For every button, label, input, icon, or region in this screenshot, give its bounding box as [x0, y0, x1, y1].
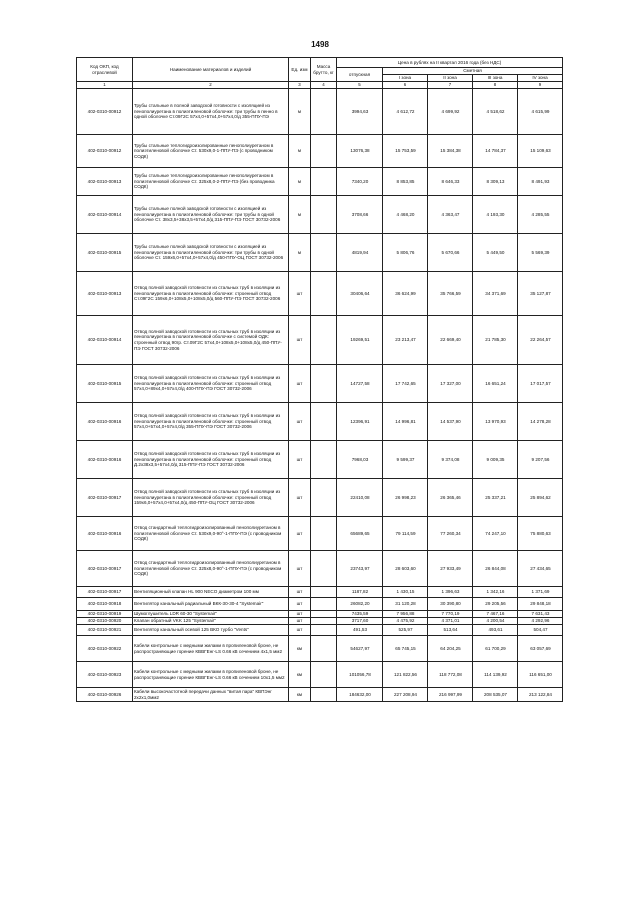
table-cell-zone-3-price: 208 535,07 [473, 688, 518, 702]
table-cell-release-price: 54627,97 [337, 636, 383, 662]
table-cell-name: Трубы стальные полной заводской готовности с изоляцией из пенополиуретана в полиэтиленовой оболочке: три трубы в одной оболочке Ст. 159х6,0+57х4,0+57х4,0/д 450-ППУ-ОЦ ГОСТ 30732-2006 [133, 234, 289, 272]
table-cell-mass [311, 168, 337, 196]
table-cell-zone-1-price: 8 853,85 [383, 168, 428, 196]
table-cell-zone-1-price: 28 603,60 [383, 551, 428, 587]
table-cell-zone-1-price: 5 806,76 [383, 234, 428, 272]
table-row [77, 551, 563, 587]
table-cell-zone-1-price: 4 475,92 [383, 618, 428, 625]
table-cell-zone-3-price: 4 518,62 [473, 89, 518, 135]
table-row [77, 636, 563, 662]
table-cell-mass [311, 403, 337, 441]
table-cell-zone-4-price: 8 491,93 [518, 168, 563, 196]
table-cell-zone-3-price: 114 139,92 [473, 662, 518, 688]
table-cell-zone-3-price: 29 205,56 [473, 598, 518, 611]
table-cell-name: Вентилятор канальный радиальный ВКК-30-30-4 "Systemair" [133, 598, 289, 611]
table-row [77, 234, 563, 272]
table-cell-name: Трубы стальные теплогидроизолированные пенополиуретаном в полиэтиленовой оболочке Ст. 325х8,0-2-ППУ-ПЭ (без проводника СОДК) [133, 168, 289, 196]
table-cell-zone-4-price: 5 569,39 [518, 234, 563, 272]
table-cell-zone-2-price: 216 997,99 [428, 688, 473, 702]
table-cell-zone-2-price: 77 260,34 [428, 517, 473, 551]
table-cell-zone-3-price: 493,61 [473, 625, 518, 636]
table-row [77, 618, 563, 625]
table-cell-zone-4-price: 504,47 [518, 625, 563, 636]
header-zone-1: I зона [383, 75, 428, 82]
table-row [77, 135, 563, 168]
table-cell-mass [311, 636, 337, 662]
table-cell-name: Отвод полной заводской готовности из стальных труб в изоляции из пенополиуретана в полиэтиленовой оболочке: строенный отвод Д.2х38х3,5+57х4,0/д 315-ППУ-ПЭ ГОСТ 30732-2006 [133, 441, 289, 479]
column-number: 4 [311, 82, 337, 89]
table-cell-zone-2-price: 118 772,08 [428, 662, 473, 688]
table-cell-zone-4-price: 29 848,18 [518, 598, 563, 611]
table-cell-release-price: 30406,64 [337, 272, 383, 316]
table-cell-zone-2-price: 17 327,00 [428, 365, 473, 403]
table-cell-name: Отвод полной заводской готовности из стальных труб в изоляции из пенополиуретана в полиэтиленовой оболочке: строенный отвод 57х4,0+57х4,0+57х4,0/д 355-ППУ-ПЭ ГОСТ 30732-2006 [133, 403, 289, 441]
table-cell-code: 402-0310-00915 [77, 234, 133, 272]
table-cell-release-price: 22410,08 [337, 479, 383, 517]
table-header [77, 58, 563, 89]
table-cell-name: Вентиляционный клапан НL 900 NECO диаметром 100 мм [133, 587, 289, 598]
table-cell-unit: м [289, 196, 311, 234]
table-cell-mass [311, 234, 337, 272]
table-cell-mass [311, 662, 337, 688]
header-zone-4: IV зона [518, 75, 563, 82]
table-cell-zone-4-price: 4 615,99 [518, 89, 563, 135]
price-table [76, 57, 563, 702]
table-cell-code: 402-0310-00917 [77, 551, 133, 587]
table-row [77, 441, 563, 479]
table-cell-unit: шт [289, 587, 311, 598]
table-cell-release-price: 7340,20 [337, 168, 383, 196]
table-cell-zone-1-price: 14 996,81 [383, 403, 428, 441]
table-cell-release-price: 13076,38 [337, 135, 383, 168]
table-cell-release-price: 3994,63 [337, 89, 383, 135]
table-row [77, 611, 563, 618]
table-cell-zone-3-price: 16 651,24 [473, 365, 518, 403]
table-cell-release-price: 184632,00 [337, 688, 383, 702]
table-cell-unit: м [289, 135, 311, 168]
table-row [77, 403, 563, 441]
table-cell-release-price: 14727,58 [337, 365, 383, 403]
header-name: Наименование материалов и изделий [133, 58, 289, 82]
table-cell-zone-1-price: 9 599,37 [383, 441, 428, 479]
table-cell-code: 402-0310-00915 [77, 365, 133, 403]
table-cell-name: Отвод полной заводской готовности из стальных труб в изоляции из пенополиуретана в полиэтиленовой оболочке: строенный отвод 159х6,0+57х4,0+57х4,0/д 450-ППУ-ОЦ ГОСТ 30732-2006 [133, 479, 289, 517]
table-cell-code: 402-0310-00926 [77, 688, 133, 702]
table-row [77, 662, 563, 688]
header-zone-2: II зона [428, 75, 473, 82]
table-cell-name: Трубы стальные полной заводской готовности с изоляцией из пенополиуретана в полиэтиленовой оболочке: три трубы в одной оболочке Ст. 38х3,5+38х3,5+57х4,0/д 315-ППУ-ПЭ ГОСТ 30732-2006 [133, 196, 289, 234]
column-number: 7 [428, 82, 473, 89]
table-cell-zone-3-price: 8 309,13 [473, 168, 518, 196]
table-cell-release-price: 7435,59 [337, 611, 383, 618]
table-cell-name: Шумоглушитель LDR 60-30 "Systemair" [133, 611, 289, 618]
table-row [77, 598, 563, 611]
table-cell-zone-1-price: 26 998,23 [383, 479, 428, 517]
table-cell-mass [311, 441, 337, 479]
table-cell-zone-1-price: 65 745,15 [383, 636, 428, 662]
table-cell-code: 402-0310-00916 [77, 403, 133, 441]
table-cell-unit: км [289, 636, 311, 662]
table-cell-release-price: 3717,60 [337, 618, 383, 625]
table-cell-zone-1-price: 227 208,94 [383, 688, 428, 702]
column-number: 5 [337, 82, 383, 89]
table-cell-code: 402-0310-00916 [77, 517, 133, 551]
table-cell-zone-1-price: 15 753,59 [383, 135, 428, 168]
table-cell-zone-4-price: 15 109,63 [518, 135, 563, 168]
table-row [77, 168, 563, 196]
table-cell-zone-1-price: 79 114,59 [383, 517, 428, 551]
table-cell-zone-4-price: 22 264,57 [518, 316, 563, 365]
table-cell-code: 402-0310-00913 [77, 168, 133, 196]
table-cell-release-price: 101056,78 [337, 662, 383, 688]
table-cell-zone-2-price: 64 204,25 [428, 636, 473, 662]
table-cell-code: 402-0310-00914 [77, 316, 133, 365]
column-number: 8 [473, 82, 518, 89]
table-cell-zone-2-price: 27 933,49 [428, 551, 473, 587]
table-cell-zone-2-price: 22 669,40 [428, 316, 473, 365]
table-cell-zone-3-price: 25 337,21 [473, 479, 518, 517]
table-row [77, 517, 563, 551]
table-cell-unit: шт [289, 598, 311, 611]
table-cell-unit: м [289, 234, 311, 272]
table-cell-name: Клапан обратный VKK 125 "Systemair" [133, 618, 289, 625]
table-cell-mass [311, 598, 337, 611]
table-cell-mass [311, 365, 337, 403]
column-number-row [77, 82, 563, 89]
table-cell-unit: шт [289, 479, 311, 517]
table-cell-zone-3-price: 5 449,50 [473, 234, 518, 272]
table-cell-release-price: 65689,65 [337, 517, 383, 551]
table-cell-name: Отвод полной заводской готовности из стальных труб в изоляции из пенополиуретана в полиэтиленовой оболочке: строенный отвод Ст.09Г2С 159х6,0+108х5,0+108х5,0/д 560-ППУ-ПЭ ГОСТ 30732-2006 [133, 272, 289, 316]
header-unit: Ед. изм [289, 58, 311, 82]
table-cell-release-price: 26082,20 [337, 598, 383, 611]
table-cell-release-price: 19269,51 [337, 316, 383, 365]
table-cell-name: Отвод стандартный теплогидроизолированный пенополиуретаном в полиэтиленовой оболочке Ст. 325х8,0-90°-1-ППУ-ПЭ (с проводником СОДК) [133, 551, 289, 587]
table-cell-name: Отвод полной заводской готовности из стальных труб в изоляции из пенополиуретана в полиэтиленовой оболочке с системой ОДК: строенный отвод 90гр. Ст.09Г2С 57х4,0+108х5,0+108х5,0/д 450-ППУ-ПЭ ГОСТ 30732-2006 [133, 316, 289, 365]
table-cell-code: 402-0310-00912 [77, 89, 133, 135]
table-cell-zone-1-price: 121 822,56 [383, 662, 428, 688]
table-cell-code: 402-0310-00916 [77, 441, 133, 479]
table-cell-zone-4-price: 213 122,84 [518, 688, 563, 702]
table-cell-zone-3-price: 14 784,37 [473, 135, 518, 168]
table-cell-zone-4-price: 1 371,69 [518, 587, 563, 598]
table-cell-zone-2-price: 4 363,47 [428, 196, 473, 234]
table-row [77, 365, 563, 403]
table-cell-zone-4-price: 4 292,96 [518, 618, 563, 625]
table-cell-code: 402-0310-00920 [77, 618, 133, 625]
table-cell-zone-2-price: 9 374,08 [428, 441, 473, 479]
table-cell-unit: шт [289, 441, 311, 479]
table-cell-mass [311, 316, 337, 365]
table-cell-code: 402-0310-00923 [77, 662, 133, 688]
table-cell-zone-3-price: 9 009,35 [473, 441, 518, 479]
table-cell-unit: шт [289, 365, 311, 403]
table-cell-zone-4-price: 116 651,00 [518, 662, 563, 688]
table-row [77, 272, 563, 316]
header-zone-3: III зона [473, 75, 518, 82]
table-cell-unit: м [289, 89, 311, 135]
table-row [77, 316, 563, 365]
table-cell-zone-2-price: 4 699,92 [428, 89, 473, 135]
table-cell-zone-4-price: 35 127,87 [518, 272, 563, 316]
column-number: 1 [77, 82, 133, 89]
table-cell-unit: шт [289, 403, 311, 441]
header-mass: Масса брутто, кг [311, 58, 337, 82]
table-cell-mass [311, 479, 337, 517]
table-cell-zone-4-price: 4 285,55 [518, 196, 563, 234]
table-cell-zone-1-price: 525,97 [383, 625, 428, 636]
column-number: 2 [133, 82, 289, 89]
table-cell-zone-4-price: 63 057,69 [518, 636, 563, 662]
table-cell-zone-4-price: 14 278,28 [518, 403, 563, 441]
table-cell-mass [311, 89, 337, 135]
table-row [77, 688, 563, 702]
table-cell-code: 402-0310-00919 [77, 611, 133, 618]
table-cell-zone-1-price: 4 612,72 [383, 89, 428, 135]
table-cell-release-price: 1187,82 [337, 587, 383, 598]
table-cell-zone-2-price: 4 371,01 [428, 618, 473, 625]
table-cell-code: 402-0310-00921 [77, 625, 133, 636]
table-cell-code: 402-0310-00922 [77, 636, 133, 662]
table-cell-zone-2-price: 1 396,63 [428, 587, 473, 598]
table-body [77, 89, 563, 702]
table-cell-unit: шт [289, 625, 311, 636]
table-cell-zone-2-price: 15 384,38 [428, 135, 473, 168]
table-cell-release-price: 23743,97 [337, 551, 383, 587]
table-cell-code: 402-0310-00914 [77, 196, 133, 234]
table-cell-zone-3-price: 4 193,30 [473, 196, 518, 234]
table-cell-zone-3-price: 61 700,29 [473, 636, 518, 662]
table-cell-name: Кабели высокочастотной передачи данных "витая пара" КВПЭнг 2х2х1,0мм2 [133, 688, 289, 702]
table-cell-zone-3-price: 4 200,54 [473, 618, 518, 625]
table-row [77, 625, 563, 636]
table-cell-zone-1-price: 36 624,99 [383, 272, 428, 316]
table-cell-mass [311, 272, 337, 316]
table-cell-zone-2-price: 5 670,66 [428, 234, 473, 272]
table-cell-name: Кабели контрольные с медными жилами в пропиленовой броне, не распространяющие горение КВВГЕнг-LS 0.66 кВ сечением 10х1,5 мм2 [133, 662, 289, 688]
table-row [77, 89, 563, 135]
table-cell-unit: км [289, 688, 311, 702]
table-cell-unit: шт [289, 611, 311, 618]
table-cell-release-price: 7968,03 [337, 441, 383, 479]
table-cell-mass [311, 587, 337, 598]
table-cell-name: Трубы стальные в полной заводской готовности с изоляцией из пенополиуретана в полиэтиленовой оболочке: три трубы в пенно в одной оболочке Ст.09Г2С 57х4,0+57х4,0+57х4,0/д 355-ППУ-ПЭ [133, 89, 289, 135]
table-cell-mass [311, 625, 337, 636]
table-cell-zone-2-price: 513,64 [428, 625, 473, 636]
table-cell-zone-2-price: 8 646,33 [428, 168, 473, 196]
table-cell-unit: шт [289, 618, 311, 625]
table-row [77, 196, 563, 234]
table-cell-zone-2-price: 30 390,80 [428, 598, 473, 611]
table-cell-unit: км [289, 662, 311, 688]
table-cell-zone-3-price: 13 970,93 [473, 403, 518, 441]
header-code: Код ОКП, код отраслевой [77, 58, 133, 82]
table-cell-code: 402-0310-00913 [77, 272, 133, 316]
table-cell-unit: шт [289, 551, 311, 587]
table-cell-code: 402-0310-00917 [77, 587, 133, 598]
page-number: 1498 [311, 40, 329, 49]
table-cell-zone-2-price: 14 537,90 [428, 403, 473, 441]
table-cell-mass [311, 517, 337, 551]
table-cell-zone-1-price: 17 742,65 [383, 365, 428, 403]
table-cell-zone-4-price: 9 207,56 [518, 441, 563, 479]
table-cell-mass [311, 618, 337, 625]
table-cell-zone-2-price: 35 766,59 [428, 272, 473, 316]
table-cell-name: Отвод стандартный теплогидроизолированный пенополиуретаном в полиэтиленовой оболочке Ст. 530х9,0-90°-1-ППУ-ПЭ (с проводником СОДК) [133, 517, 289, 551]
header-price-group: Цена в рублях на II квартал 2016 года (без НДС) [337, 58, 563, 68]
table-cell-zone-1-price: 1 430,15 [383, 587, 428, 598]
column-number: 6 [383, 82, 428, 89]
table-cell-zone-1-price: 23 213,47 [383, 316, 428, 365]
header-estimate: Сметная [383, 68, 563, 75]
table-row [77, 479, 563, 517]
table-cell-zone-1-price: 4 468,20 [383, 196, 428, 234]
table-cell-code: 402-0310-00912 [77, 135, 133, 168]
table-cell-unit: шт [289, 272, 311, 316]
table-cell-zone-4-price: 27 434,65 [518, 551, 563, 587]
table-cell-zone-1-price: 7 956,88 [383, 611, 428, 618]
table-cell-mass [311, 135, 337, 168]
table-cell-zone-4-price: 25 894,62 [518, 479, 563, 517]
table-cell-code: 402-0310-00918 [77, 598, 133, 611]
table-cell-unit: шт [289, 316, 311, 365]
table-cell-zone-3-price: 21 785,30 [473, 316, 518, 365]
table-cell-zone-4-price: 17 017,57 [518, 365, 563, 403]
table-cell-zone-4-price: 75 880,63 [518, 517, 563, 551]
table-cell-code: 402-0310-00917 [77, 479, 133, 517]
table-cell-name: Вентилятор канальный осевой 125 ВКО турбо "Vents" [133, 625, 289, 636]
table-cell-release-price: 4819,94 [337, 234, 383, 272]
table-cell-name: Кабели контрольные с медными жилами в пропиленовой броне, не распространяющие горение КВВГЕнг-LS 0.66 кВ сечением 4х1,5 мм2 [133, 636, 289, 662]
table-cell-unit: м [289, 168, 311, 196]
header-release: отпускная [337, 68, 383, 82]
table-row [77, 587, 563, 598]
table-cell-mass [311, 688, 337, 702]
table-cell-name: Отвод полной заводской готовности из стальных труб в изоляции из пенополиуретана в полиэтиленовой оболочке: строенный отвод 57х4,0+89х4,0+57х4,0/д 400-ППУ-ПЭ ГОСТ 30732-2006 [133, 365, 289, 403]
table-cell-mass [311, 611, 337, 618]
table-cell-unit: шт [289, 517, 311, 551]
column-number: 9 [518, 82, 563, 89]
table-cell-release-price: 3708,66 [337, 196, 383, 234]
table-cell-release-price: 12396,91 [337, 403, 383, 441]
table-cell-name: Трубы стальные теплогидроизолированные пенополиуретаном в полиэтиленовой оболочке Ст. 530х9,0-1-ППУ-ПЭ (с проводником СОДК) [133, 135, 289, 168]
table-cell-mass [311, 196, 337, 234]
table-cell-zone-2-price: 26 365,46 [428, 479, 473, 517]
table-cell-zone-3-price: 7 467,16 [473, 611, 518, 618]
table-cell-zone-3-price: 34 371,69 [473, 272, 518, 316]
table-cell-zone-2-price: 7 770,19 [428, 611, 473, 618]
table-cell-release-price: 491,53 [337, 625, 383, 636]
table-cell-zone-4-price: 7 631,43 [518, 611, 563, 618]
table-cell-zone-3-price: 74 247,10 [473, 517, 518, 551]
table-cell-zone-3-price: 26 844,08 [473, 551, 518, 587]
table-cell-zone-1-price: 31 120,28 [383, 598, 428, 611]
table-cell-mass [311, 551, 337, 587]
column-number: 3 [289, 82, 311, 89]
table-cell-zone-3-price: 1 342,16 [473, 587, 518, 598]
